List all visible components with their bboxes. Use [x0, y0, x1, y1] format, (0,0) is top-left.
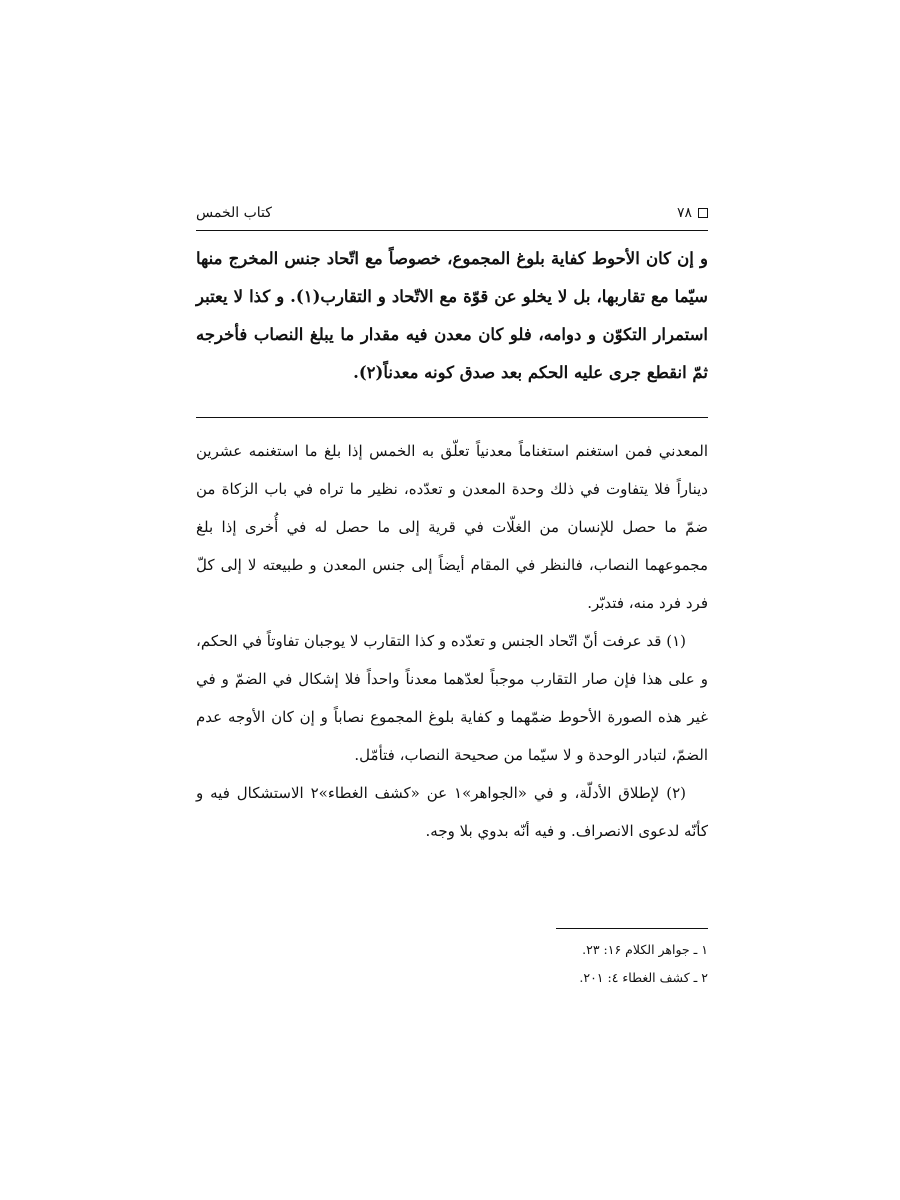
- page-number-block: [677, 205, 708, 221]
- footnote-2: ۲ ـ كشف الغطاء ٤: ۲۰۱.: [579, 970, 708, 985]
- square-icon: [698, 208, 708, 218]
- note-2: (۲) لإطلاق الأدلّة، و في «الجواهر»۱ عن «كشف الغطاء»۲ الاستشكال فيه و كأنّه لدعوى الانصراف. و فيه أنّه بدوي بلا وجه.: [196, 784, 708, 840]
- header-divider: [196, 230, 708, 231]
- footnote-1: ۱ ـ جواهر الكلام ۱۶: ۲۳.: [582, 942, 708, 957]
- page-header: [196, 200, 708, 226]
- footnotes: [196, 936, 708, 992]
- page-number: ۷۸: [676, 205, 692, 221]
- commentary-notes: [196, 432, 708, 850]
- note-1: (۱) قد عرفت أنّ اتّحاد الجنس و تعدّده و كذا التقارب لا يوجبان تفاوتاً في الحكم، و على هذا فإن صار التقارب موجباً لعدّهما معدناً واحداً فلا إشكال في الضمّ و في غير هذه الصورة الأحوط ضمّهما و كفاية بلوغ المجموع نصاباً و إن كان الأوجه عدم الضمّ، لتبادر الوحدة و لا سيّما من صحيحة النصاب، فتأمّل.: [196, 632, 708, 764]
- note-continuation: المعدني فمن استغنم استغناماً معدنياً تعلّق به الخمس إذا بلغ ما استغنمه عشرين ديناراً فلا يتفاوت في ذلك وحدة المعدن و تعدّده، نظير ما تراه في باب الزكاة من ضمّ ما حصل للإنسان من الغلّات في قرية إلى ما حصل له في أُخرى إذا بلغ مجموعهما النصاب، فالنظر في المقام أيضاً إلى جنس المعدن و طبيعته لا إلى كلّ فرد فرد منه، فتدبّر.: [196, 442, 708, 612]
- main-text: و إن كان الأحوط كفاية بلوغ المجموع، خصوصاً مع اتّحاد جنس المخرج منها سيّما مع تقاربها، بل لا يخلو عن قوّة مع الاتّحاد و التقارب(۱). و كذا لا يعتبر استمرار التكوّن و دوامه، فلو كان معدن فيه مقدار ما يبلغ النصاب فأخرجه ثمّ انقطع جرى عليه الحكم بعد صدق كونه معدناً(۲).: [196, 249, 708, 382]
- running-title: كتاب الخمس: [196, 205, 272, 221]
- footnote-divider: [556, 928, 708, 929]
- text-notes-divider: [196, 417, 708, 418]
